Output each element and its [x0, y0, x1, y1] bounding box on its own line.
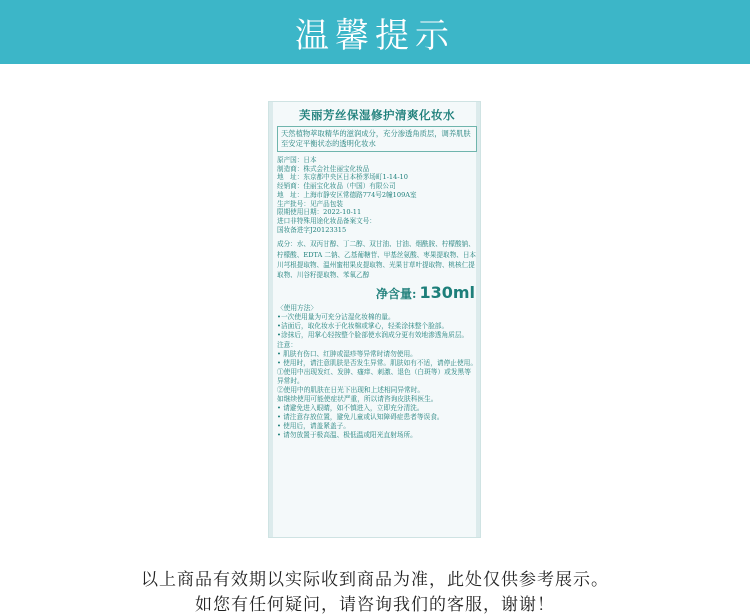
info-record-title: 进口非特殊用途化妆品备案文号： [277, 216, 376, 225]
banner-title: 温馨提示 [295, 15, 455, 56]
product-intro-box: 天然植物萃取精华的滋润成分，充分渗透角质层，调养肌肤至安定平衡状态的透明化妆水 [277, 126, 477, 152]
usage-line: 〈使用方法〉 [277, 304, 318, 313]
info-distributor-address: 地 址：上海市静安区常德路774号2幢109A室 [277, 190, 417, 199]
usage-line: •洁面后，取化妆水于化妆棉或掌心，轻柔涂抹整个脸部。 [277, 322, 449, 331]
product-title: 芙丽芳丝保湿修护清爽化妆水 [299, 108, 455, 122]
label-left-stripe [269, 102, 273, 537]
label-body [277, 107, 477, 441]
footer-notice-line-1: 以上商品有效期以实际收到商品为准，此处仅供参考展示。 [141, 570, 609, 590]
info-origin: 原产国：日本 [277, 156, 317, 164]
info-distributor: 经销商：佳丽宝化妆品（中国）有限公司 [277, 182, 396, 191]
net-volume-label: 净含量: [376, 287, 417, 302]
info-batch: 生产批号：见产品包装 [277, 199, 343, 208]
usage-instructions [277, 304, 477, 440]
usage-line: •涂抹后，用掌心轻按整个脸部使水润成分更有效地渗透角质层。 [277, 331, 469, 340]
net-volume-value: 130ml [419, 283, 475, 303]
info-expiry: 限期使用日期：2022-10-11 [277, 208, 362, 217]
net-volume [277, 283, 475, 302]
ingredients-text: 成分：水、双丙甘醇、丁二醇、双甘油、甘油、烟酰胺、柠檬酸钠、柠檬酸、EDTA 二钠、乙基葡糖苷、甲基丝氨酸、枣果提取物、日本川芎根提取物、温州蜜柑果皮提取物、光果甘草叶提取物、桃核仁提取物、川谷籽提取物、苯氧乙醇 [277, 240, 477, 279]
info-record-number: 国妆备进字J20123315 [277, 225, 347, 234]
usage-line: ②使用中的肌肤在日光下出现和上述相同异常时。 [277, 385, 425, 394]
footer-notice-line-2: 如您有任何疑问，请咨询我们的客服，谢谢！ [195, 595, 555, 615]
usage-line: • 请注意存放位置，避免儿童或认知障碍症患者等误食。 [277, 413, 444, 422]
usage-line: 如继续使用可能使症状严重，所以请咨询皮肤科医生。 [277, 395, 438, 404]
info-manufacturer: 制造商：株式会社佳丽宝化妆品 [277, 164, 370, 173]
usage-line: 注意： [277, 340, 298, 349]
usage-line: ①使用中出现发红、发肿、瘙痒、刺激、退色（白斑等）或发黑等异常时。 [277, 367, 471, 385]
header-banner [0, 0, 750, 64]
product-info-list [277, 156, 477, 234]
usage-line: • 肌肤有伤口、红肿或湿疹等异常时请勿使用。 [277, 349, 417, 358]
product-label-image [268, 101, 481, 538]
info-manufacturer-address: 地 址：东京都中央区日本桥茅场町1-14-10 [277, 173, 408, 182]
usage-line: • 使用后，请盖紧盖子。 [277, 422, 350, 431]
usage-line: • 使用时，请注意肌肤是否发生异常。肌肤如有不适，请停止使用。 [277, 358, 478, 367]
usage-line: •一次使用量为可充分沾湿化妆棉的量。 [277, 313, 395, 322]
usage-line: • 请避免进入眼睛，如不慎进入，立即充分清洗。 [277, 404, 424, 413]
usage-line: • 请勿放置于极高温、极低温或阳光直射场所。 [277, 431, 417, 440]
